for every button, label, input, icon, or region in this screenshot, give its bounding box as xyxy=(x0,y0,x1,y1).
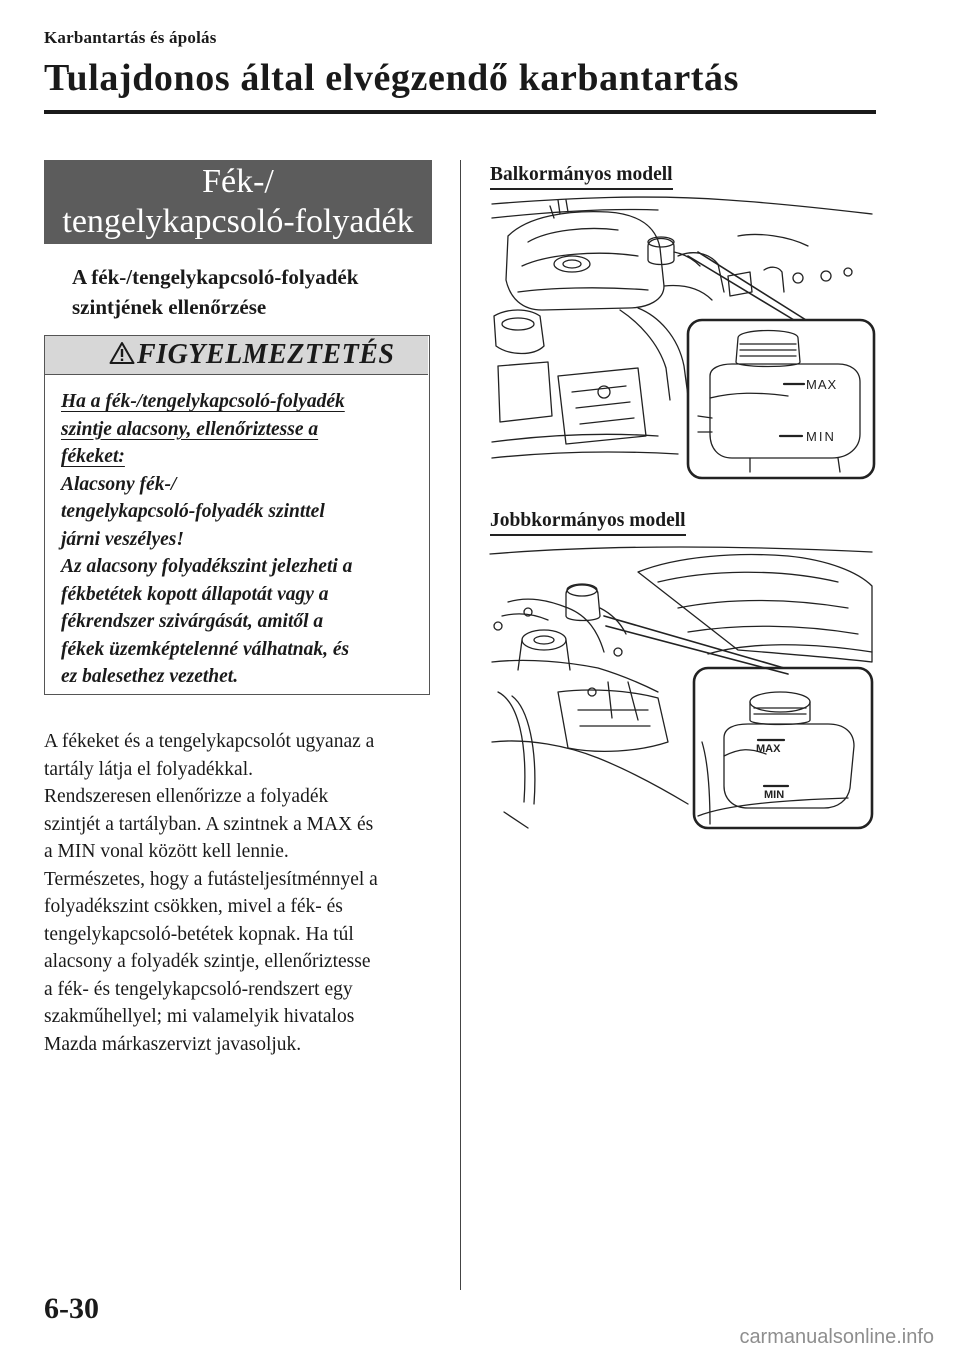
column-divider xyxy=(460,160,461,1290)
topic-heading-line-1: Fék-/ xyxy=(202,163,274,200)
rhd-min-label: MIN xyxy=(764,789,785,801)
warning-body-line: fékrendszer szivárgását, amitől a xyxy=(61,611,324,632)
warning-body-line: Alacsony fék-/ xyxy=(61,473,177,495)
watermark: carmanualsonline.info xyxy=(739,1326,934,1348)
page-title: Tulajdonos által elvégzendő karbantartás xyxy=(44,57,740,99)
warning-body-line: fékbetétek kopott állapotát vagy a xyxy=(61,583,329,605)
subheading-line-2: szintjének ellenőrzése xyxy=(72,295,267,319)
body-line: a MIN vonal között kell lennie. xyxy=(44,841,289,862)
body-line: Természetes, hogy a futásteljesítménnyel a xyxy=(44,868,378,890)
warning-title: FIGYELMEZTETÉS xyxy=(137,339,395,370)
body-line: tengelykapcsoló-betétek kopnak. Ha túl xyxy=(44,923,354,945)
title-rule xyxy=(44,110,876,114)
warning-body-line: tengelykapcsoló-folyadék szinttel xyxy=(61,501,325,522)
subheading xyxy=(72,262,432,322)
warning-triangle-icon xyxy=(109,341,135,365)
warning-body-line: járni veszélyes! xyxy=(61,528,184,550)
illustration-rhd-engine-bay xyxy=(488,542,876,832)
body-line: A fékeket és a tengelykapcsolót ugyanaz a xyxy=(44,731,375,752)
body-paragraph xyxy=(44,728,444,1058)
topic-heading-line-2: tengelykapcsoló-folyadék xyxy=(62,203,414,240)
warning-body-line: ez balesethez vezethet. xyxy=(61,666,239,687)
topic-heading-box xyxy=(44,160,432,244)
illustration-lhd-engine-bay xyxy=(488,196,876,481)
body-line: szintjét a tartályban. A szintnek a MAX és xyxy=(44,813,374,835)
figure-caption-rhd: Jobbkormányos modell xyxy=(490,510,686,536)
subheading-line-1: A fék-/tengelykapcsoló-folyadék xyxy=(72,265,359,289)
body-line: a fék- és tengelykapcsoló-rendszert egy xyxy=(44,978,353,1000)
warning-box xyxy=(44,335,430,695)
body-line: Rendszeresen ellenőrizze a folyadék xyxy=(44,786,329,807)
section-name: Karbantartás és ápolás xyxy=(44,28,217,47)
warning-body-line: Az alacsony folyadékszint jelezheti a xyxy=(61,556,353,577)
lhd-min-label: MIN xyxy=(806,429,836,444)
warning-lead-line: fékeket: xyxy=(61,446,125,467)
lhd-max-label: MAX xyxy=(806,377,838,392)
rhd-max-label: MAX xyxy=(756,743,781,755)
page-number: 6-30 xyxy=(44,1292,99,1325)
body-line: folyadékszint csökken, mivel a fék- és xyxy=(44,896,343,917)
warning-lead-line: szintje alacsony, ellenőriztesse a xyxy=(61,418,319,440)
figure-caption-lhd: Balkormányos modell xyxy=(490,164,673,190)
body-line: alacsony a folyadék szintje, ellenőriztesse xyxy=(44,951,371,972)
warning-header xyxy=(45,336,428,375)
warning-body-line: fékek üzemképtelenné válhatnak, és xyxy=(61,638,350,660)
body-line: szakműhellyel; mi valamelyik hivatalos xyxy=(44,1006,355,1027)
warning-lead-line: Ha a fék-/tengelykapcsoló-folyadék xyxy=(61,391,345,412)
warning-body xyxy=(61,388,421,691)
body-line: Mazda márkaszervizt javasoljuk. xyxy=(44,1033,302,1055)
body-line: tartály látja el folyadékkal. xyxy=(44,758,253,780)
